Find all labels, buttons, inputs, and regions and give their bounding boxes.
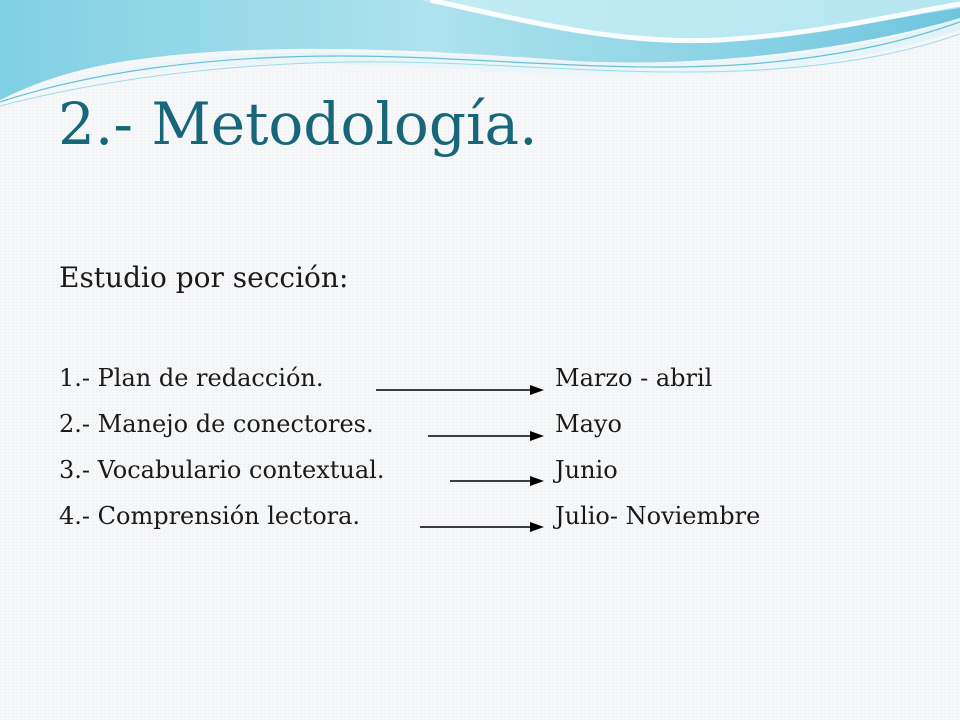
list-item-period: Junio xyxy=(555,456,618,484)
list-item-label: 4.- Comprensión lectora. xyxy=(59,502,361,530)
arrow-right-icon xyxy=(376,384,544,396)
arrow-right-icon xyxy=(450,475,544,487)
arrow-right-icon xyxy=(428,430,544,442)
list-item-period: Marzo - abril xyxy=(555,364,713,392)
list-item-label: 1.- Plan de redacción. xyxy=(59,364,324,392)
section-subtitle: Estudio por sección: xyxy=(59,261,349,294)
slide-title: 2.- Metodología. xyxy=(58,90,538,158)
list-item-label: 2.- Manejo de conectores. xyxy=(59,410,374,438)
arrow-right-icon xyxy=(420,521,544,533)
list-item-period: Mayo xyxy=(555,410,622,438)
list-item-label: 3.- Vocabulario contextual. xyxy=(59,456,385,484)
list-item-period: Julio- Noviembre xyxy=(555,502,761,530)
